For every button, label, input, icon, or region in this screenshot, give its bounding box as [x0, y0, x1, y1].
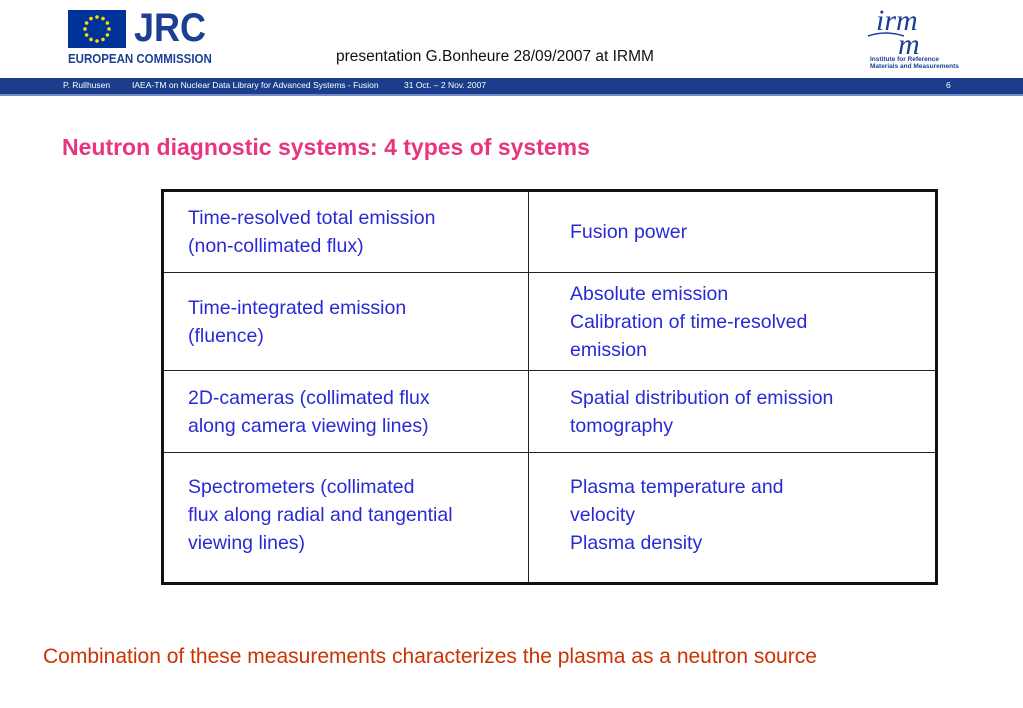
cell-line: Spectrometers (collimated	[188, 476, 415, 498]
cell-line: Time-resolved total emission	[188, 207, 436, 229]
purpose-cell	[529, 273, 937, 371]
system-cell	[163, 191, 529, 273]
cell-line: Spatial distribution of emission	[570, 386, 834, 409]
cell-line: 2D-cameras (collimated flux	[188, 386, 430, 409]
dates-label: 31 Oct. – 2 Nov. 2007	[404, 80, 487, 90]
irmm-subtitle-line-2: Materials and Measurements	[870, 63, 959, 70]
cell-line: viewing lines)	[188, 532, 306, 554]
cell-line: Plasma density	[570, 532, 703, 554]
cell-line: along camera viewing lines)	[188, 414, 429, 437]
conclusion-text: Combination of these measurements characterizes the plasma as a neutron source	[43, 645, 817, 668]
svg-text:irm: irm	[876, 6, 918, 37]
cell-line: Fusion power	[570, 221, 688, 243]
system-cell	[163, 273, 529, 371]
cell-line: Absolute emission	[570, 282, 729, 305]
eu-flag-icon	[68, 10, 126, 48]
cell-line: Plasma temperature and	[570, 476, 784, 498]
purpose-cell	[529, 371, 937, 453]
table-row	[163, 191, 937, 273]
info-bar	[0, 78, 1023, 96]
irmm-subtitle	[870, 56, 959, 70]
cell-line: (non-collimated flux)	[188, 235, 364, 257]
jrc-logo	[68, 6, 213, 70]
jrc-logo-text: JRC	[134, 6, 207, 50]
system-cell	[163, 453, 529, 584]
author-label: P. Rullhusen	[63, 80, 111, 90]
slide-title: Neutron diagnostic systems: 4 types of systems	[62, 134, 590, 160]
presentation-title: presentation G.Bonheure 28/09/2007 at IRMM	[336, 48, 654, 65]
cell-line: tomography	[570, 414, 673, 437]
system-cell	[163, 371, 529, 453]
table-row	[163, 273, 937, 371]
systems-table	[161, 189, 938, 585]
cell-line: velocity	[570, 504, 636, 526]
meeting-label: IAEA-TM on Nuclear Data Library for Advanced Systems - Fusion	[132, 80, 379, 90]
european-commission-text: EUROPEAN COMMISSION	[68, 52, 212, 66]
irmm-wordmark-icon	[866, 6, 966, 56]
irmm-logo	[866, 6, 966, 74]
cell-line: Calibration of time-resolved	[570, 310, 808, 333]
cell-line: Time-integrated emission	[188, 296, 407, 319]
purpose-cell	[529, 453, 937, 584]
cell-line: (fluence)	[188, 324, 264, 347]
table-row	[163, 453, 937, 584]
cell-line: emission	[570, 338, 647, 361]
svg-text:m: m	[898, 28, 920, 56]
irmm-subtitle-line-1: Institute for Reference	[870, 56, 939, 63]
table-row	[163, 371, 937, 453]
page-number: 6	[946, 80, 951, 90]
purpose-cell	[529, 191, 937, 273]
cell-line: flux along radial and tangential	[188, 504, 453, 526]
